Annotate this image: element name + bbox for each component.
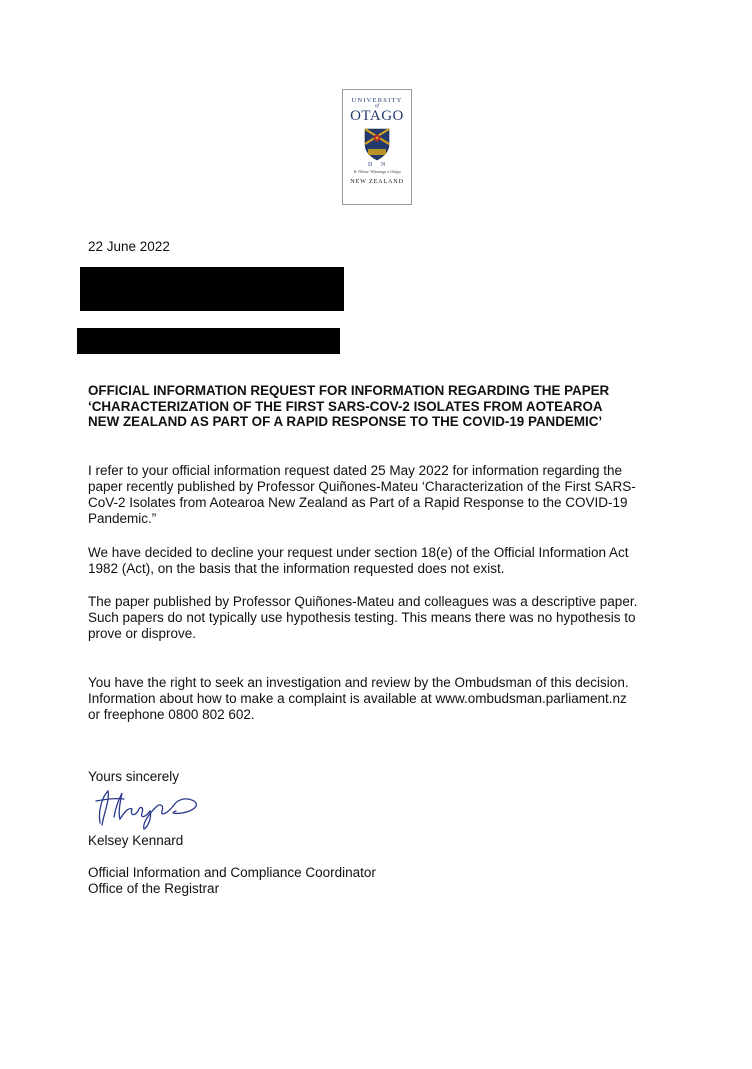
redaction-block: [80, 267, 344, 311]
logo-otago-text: OTAGO: [350, 108, 404, 124]
crest-icon: [362, 127, 392, 167]
logo-university-text: UNIVERSITY: [351, 97, 403, 104]
body-paragraph: You have the right to seek an investigation and review by the Ombudsman of this decision. Information about how to make a complaint is available at www.ombudsman.parliament.nz or freephone 0800 802 602.: [88, 675, 629, 722]
signer-title: Official Information and Compliance Coordinator: [88, 865, 376, 880]
body-paragraph: I refer to your official information request dated 25 May 2022 for information regarding the paper recently published by Professor Quiñones-Mateu ‘Characterization of the First SARS- CoV-2 Isolates from Aotearoa New Zealand as Part of a Rapid Response to the COVID-19 Pandemic.”: [88, 463, 636, 526]
university-logo: [342, 89, 412, 205]
svg-text:D: D: [368, 162, 373, 167]
body-paragraph: The paper published by Professor Quiñones-Mateu and colleagues was a descriptive paper. Such papers do not typically use hypothesis testing. This means there was no hypothesis to prove or disprove.: [88, 594, 638, 641]
body-paragraph: We have decided to decline your request under section 18(e) of the Official Information Act 1982 (Act), on the basis that the information requested does not exist.: [88, 545, 629, 576]
signer-office: Office of the Registrar: [88, 881, 220, 896]
letter-date: 22 June 2022: [88, 239, 170, 254]
signer-name: Kelsey Kennard: [88, 833, 184, 848]
logo-motto: Te Whare Wānanga o Otāgo: [353, 169, 401, 174]
subject-heading: OFFICIAL INFORMATION REQUEST FOR INFORMATION REGARDING THE PAPER ‘CHARACTERIZATION OF THE FIRST SARS-COV-2 ISOLATES FROM AOTEAROA NEW ZEALAND AS PART OF A RAPID RESPONSE TO THE COVID-19 PANDEMIC’: [88, 383, 610, 429]
svg-text:N: N: [381, 162, 386, 167]
logo-country-text: NEW ZEALAND: [350, 178, 404, 185]
handwritten-signature: [90, 783, 210, 833]
signer-role: [88, 865, 376, 897]
redaction-block: [77, 328, 340, 354]
closing-salutation: Yours sincerely: [88, 769, 180, 784]
logo-of-text: of: [375, 104, 379, 109]
